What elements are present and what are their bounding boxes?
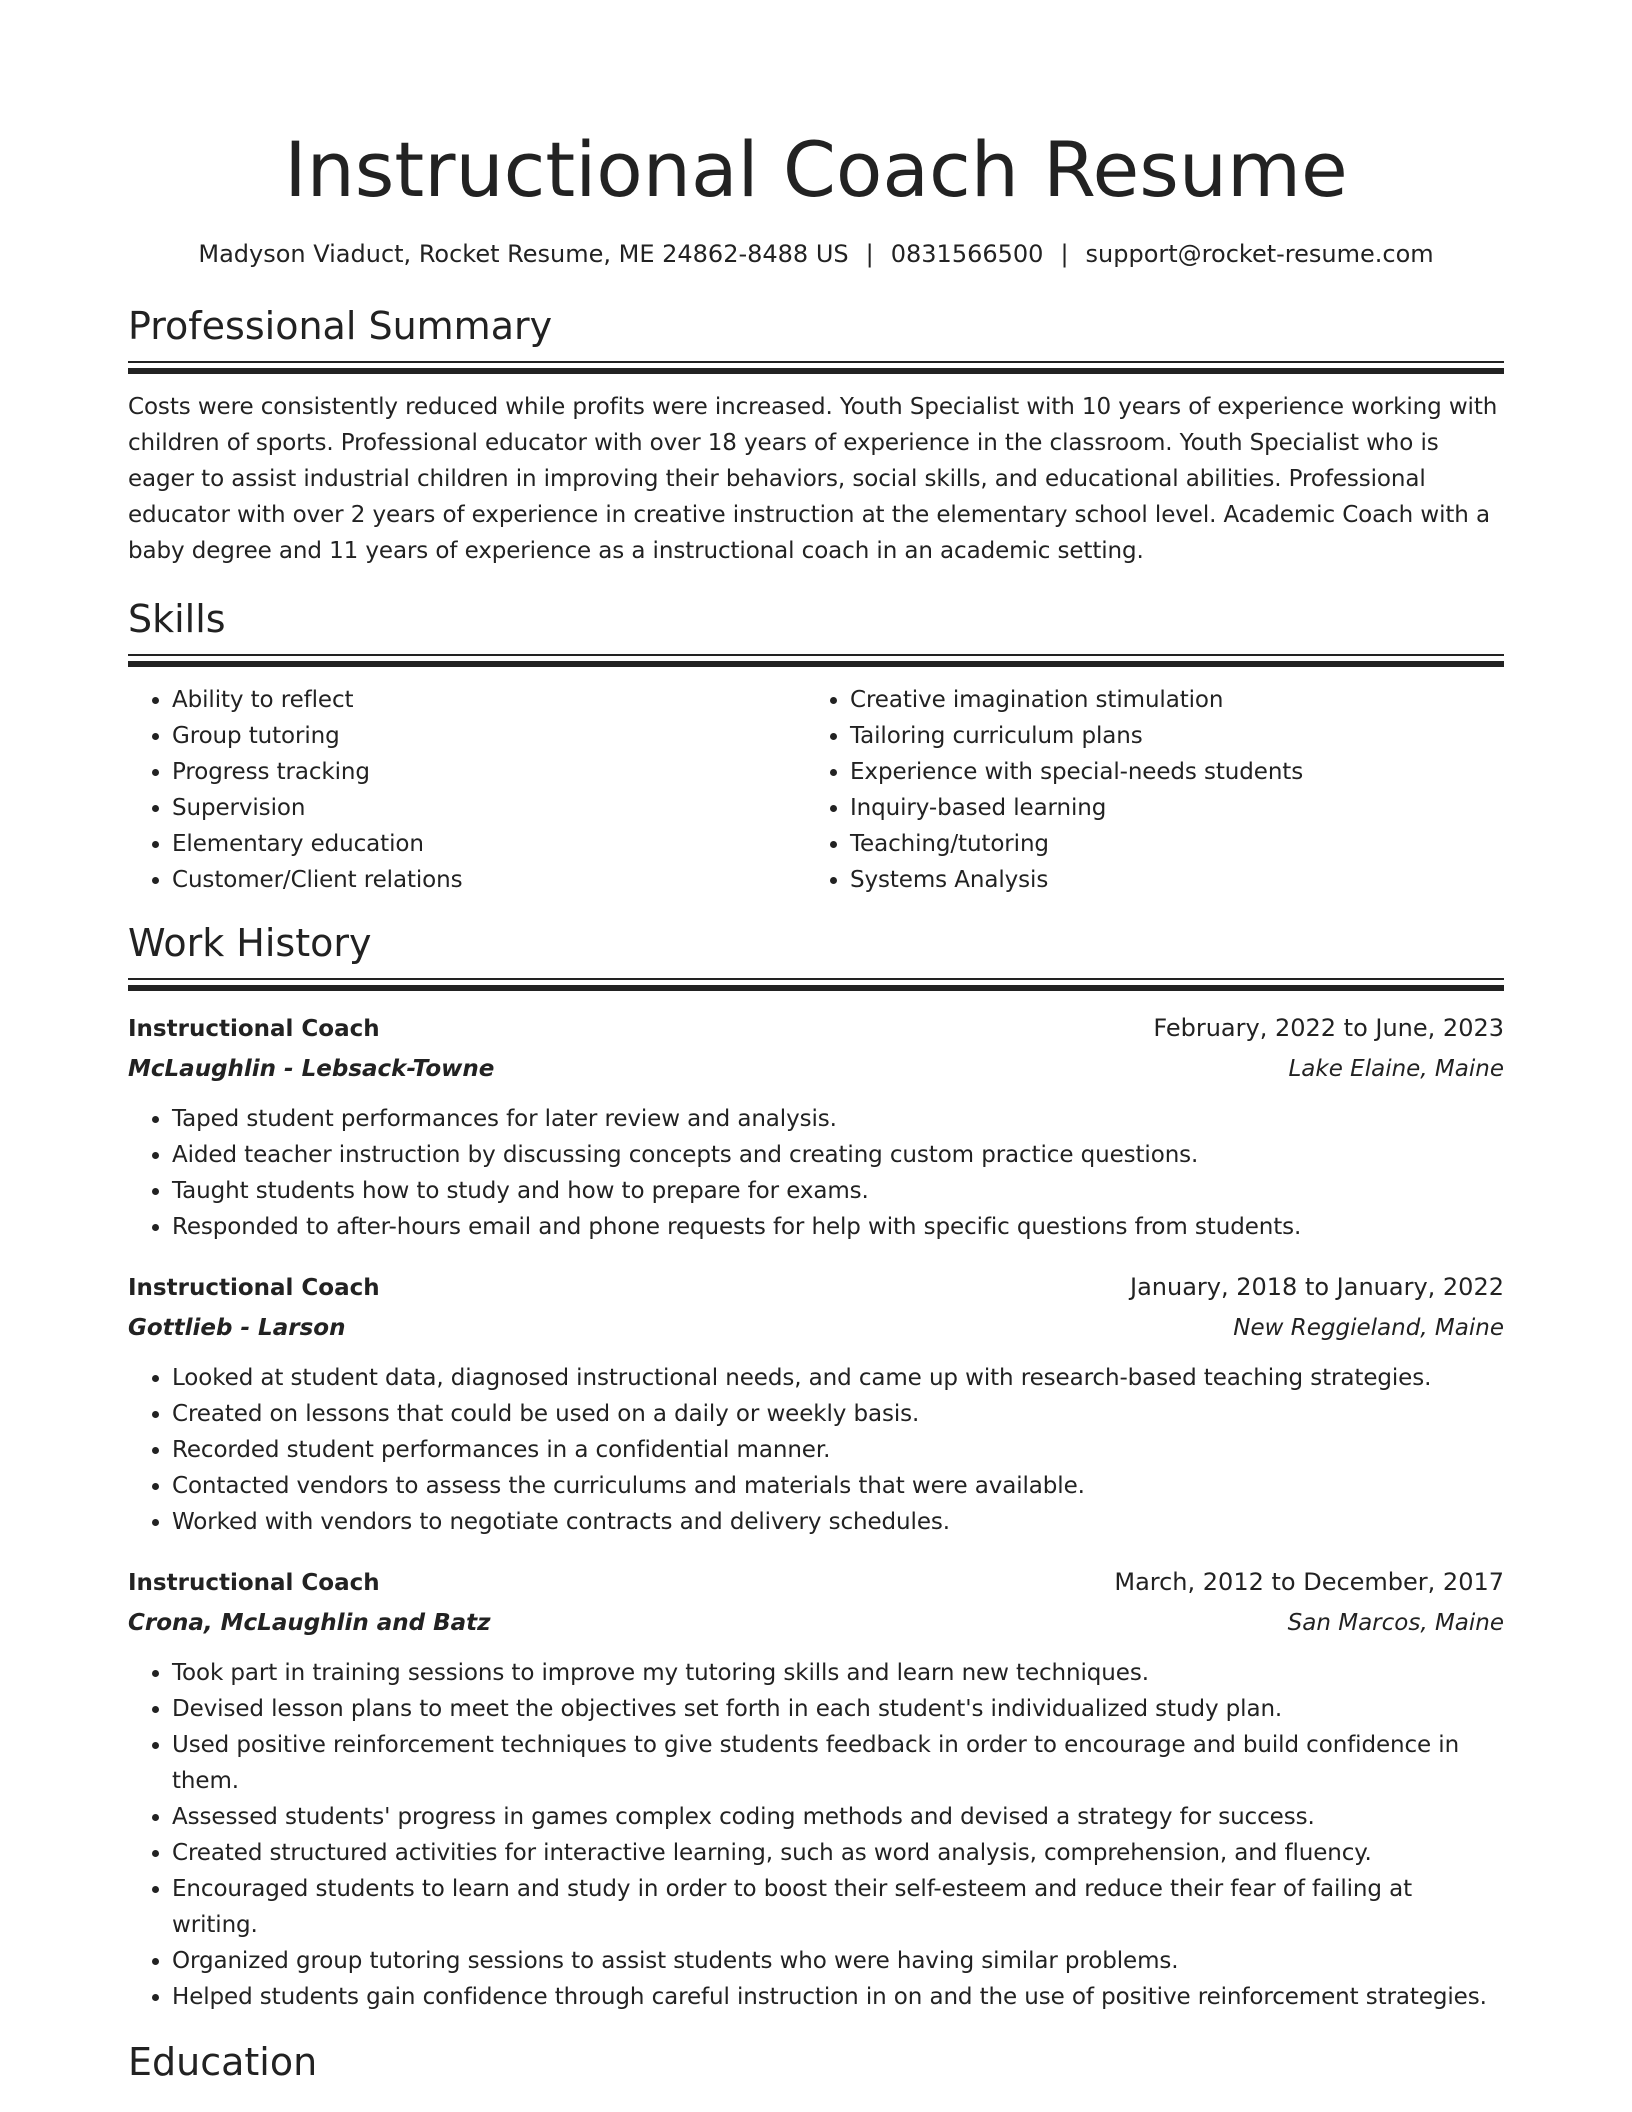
job-bullet: • Aided teacher instruction by discussing concepts and creating custom practice questions. [172, 1137, 1504, 1173]
skill-item: • Teaching/tutoring [850, 826, 1548, 862]
contact-address: Madyson Viaduct, Rocket Resume, ME 24862-8488 US [198, 240, 849, 268]
education-heading: Education [128, 2040, 318, 2084]
job-title: Instructional Coach [128, 1275, 380, 1301]
skill-item: • Systems Analysis [850, 862, 1548, 898]
job-bullet: • Looked at student data, diagnosed instructional needs, and came up with research-based teaching strategies. [172, 1360, 1504, 1396]
job-bullet: • Took part in training sessions to improve my tutoring skills and learn new techniques. [172, 1655, 1504, 1691]
job-bullet: • Encouraged students to learn and study in order to boost their self-esteem and reduce their fear of failing at writing. [172, 1871, 1504, 1943]
skill-item: • Experience with special-needs students [850, 754, 1548, 790]
contact-email: support@rocket-resume.com [1085, 240, 1434, 268]
job-bullets [128, 1360, 1504, 1540]
job-bullet: • Assessed students' progress in games complex coding methods and devised a strategy for success. [172, 1799, 1504, 1835]
resume-title: Instructional Coach Resume [284, 125, 1348, 214]
summary-heading: Professional Summary [128, 304, 553, 348]
skill-item: • Customer/Client relations [172, 862, 806, 898]
skill-item: • Group tutoring [172, 718, 806, 754]
job-header-row [128, 1562, 1504, 1603]
skill-item: • Inquiry-based learning [850, 790, 1548, 826]
job-bullet: • Taped student performances for later review and analysis. [172, 1101, 1504, 1137]
skill-item: • Creative imagination stimulation [850, 682, 1548, 718]
job-bullet: • Used positive reinforcement techniques to give students feedback in order to encourage and build confidence in them. [172, 1727, 1504, 1799]
skill-item: • Elementary education [172, 826, 806, 862]
job-bullet: • Worked with vendors to negotiate contracts and delivery schedules. [172, 1504, 1504, 1540]
job-company-row [128, 1049, 1504, 1089]
skills-heading: Skills [128, 597, 226, 641]
skills-columns [128, 682, 1504, 898]
contact-separator: | [865, 240, 874, 268]
skills-list-left [128, 682, 806, 898]
job-bullet: • Recorded student performances in a confidential manner. [172, 1432, 1504, 1468]
job-company: McLaughlin - Lebsack-Towne [128, 1056, 495, 1082]
education-section [128, 2039, 1504, 2085]
resume-page [128, 0, 1504, 2085]
job-title: Instructional Coach [128, 1016, 380, 1042]
skills-section [128, 596, 1504, 898]
section-divider [128, 654, 1504, 668]
summary-text: Costs were consistently reduced while profits were increased. Youth Specialist with 10 years of experience working with children of sports. Professional educator with over 18 years of experience in the classroom. Youth Specialist who is eager to assist industrial children in improving their behaviors, social skills, and educational abilities. Professional educator with over 2 years of experience in creative instruction at the elementary school level. Academic Coach with a baby degree and 11 years of experience as a instructional coach in an academic setting. [128, 394, 1498, 564]
skill-item: • Progress tracking [172, 754, 806, 790]
job-bullet: • Contacted vendors to assess the curriculums and materials that were available. [172, 1468, 1504, 1504]
job-location: New Reggieland, Maine [1233, 1315, 1504, 1341]
job-bullet: • Taught students how to study and how to prepare for exams. [172, 1173, 1504, 1209]
job-header-row [128, 1008, 1504, 1049]
job-header-row [128, 1267, 1504, 1308]
job-bullets [128, 1655, 1504, 2015]
skills-list-right [806, 682, 1548, 898]
job-bullet: • Responded to after-hours email and phone requests for help with specific questions from students. [172, 1209, 1504, 1245]
job-dates: March, 2012 to December, 2017 [1114, 1568, 1504, 1596]
skill-item: • Tailoring curriculum plans [850, 718, 1548, 754]
job-entry [128, 1008, 1504, 1245]
job-location: San Marcos, Maine [1287, 1610, 1504, 1636]
contact-line [128, 238, 1504, 270]
section-divider [128, 978, 1504, 992]
job-entry [128, 1562, 1504, 2015]
job-company-row [128, 1308, 1504, 1348]
skill-item: • Ability to reflect [172, 682, 806, 718]
job-company: Gottlieb - Larson [128, 1315, 346, 1341]
job-bullet: • Organized group tutoring sessions to assist students who were having similar problems. [172, 1943, 1504, 1979]
job-bullets [128, 1101, 1504, 1245]
section-divider [128, 361, 1504, 375]
job-title: Instructional Coach [128, 1570, 380, 1596]
job-bullet: • Devised lesson plans to meet the objectives set forth in each student's individualized study plan. [172, 1691, 1504, 1727]
job-bullet: • Helped students gain confidence through careful instruction in on and the use of positive reinforcement strategies. [172, 1979, 1504, 2015]
job-dates: February, 2022 to June, 2023 [1153, 1014, 1504, 1042]
summary-section [128, 303, 1504, 569]
job-location: Lake Elaine, Maine [1288, 1056, 1504, 1082]
job-company: Crona, McLaughlin and Batz [128, 1610, 491, 1636]
work-history-section [128, 920, 1504, 2015]
job-entry [128, 1267, 1504, 1540]
job-bullet: • Created structured activities for interactive learning, such as word analysis, comprehension, and fluency. [172, 1835, 1504, 1871]
job-bullet: • Created on lessons that could be used on a daily or weekly basis. [172, 1396, 1504, 1432]
contact-phone: 0831566500 [890, 240, 1044, 268]
skill-item: • Supervision [172, 790, 806, 826]
work-history-heading: Work History [128, 921, 372, 965]
job-dates: January, 2018 to January, 2022 [1130, 1273, 1504, 1301]
job-company-row [128, 1603, 1504, 1643]
contact-separator: | [1060, 240, 1069, 268]
